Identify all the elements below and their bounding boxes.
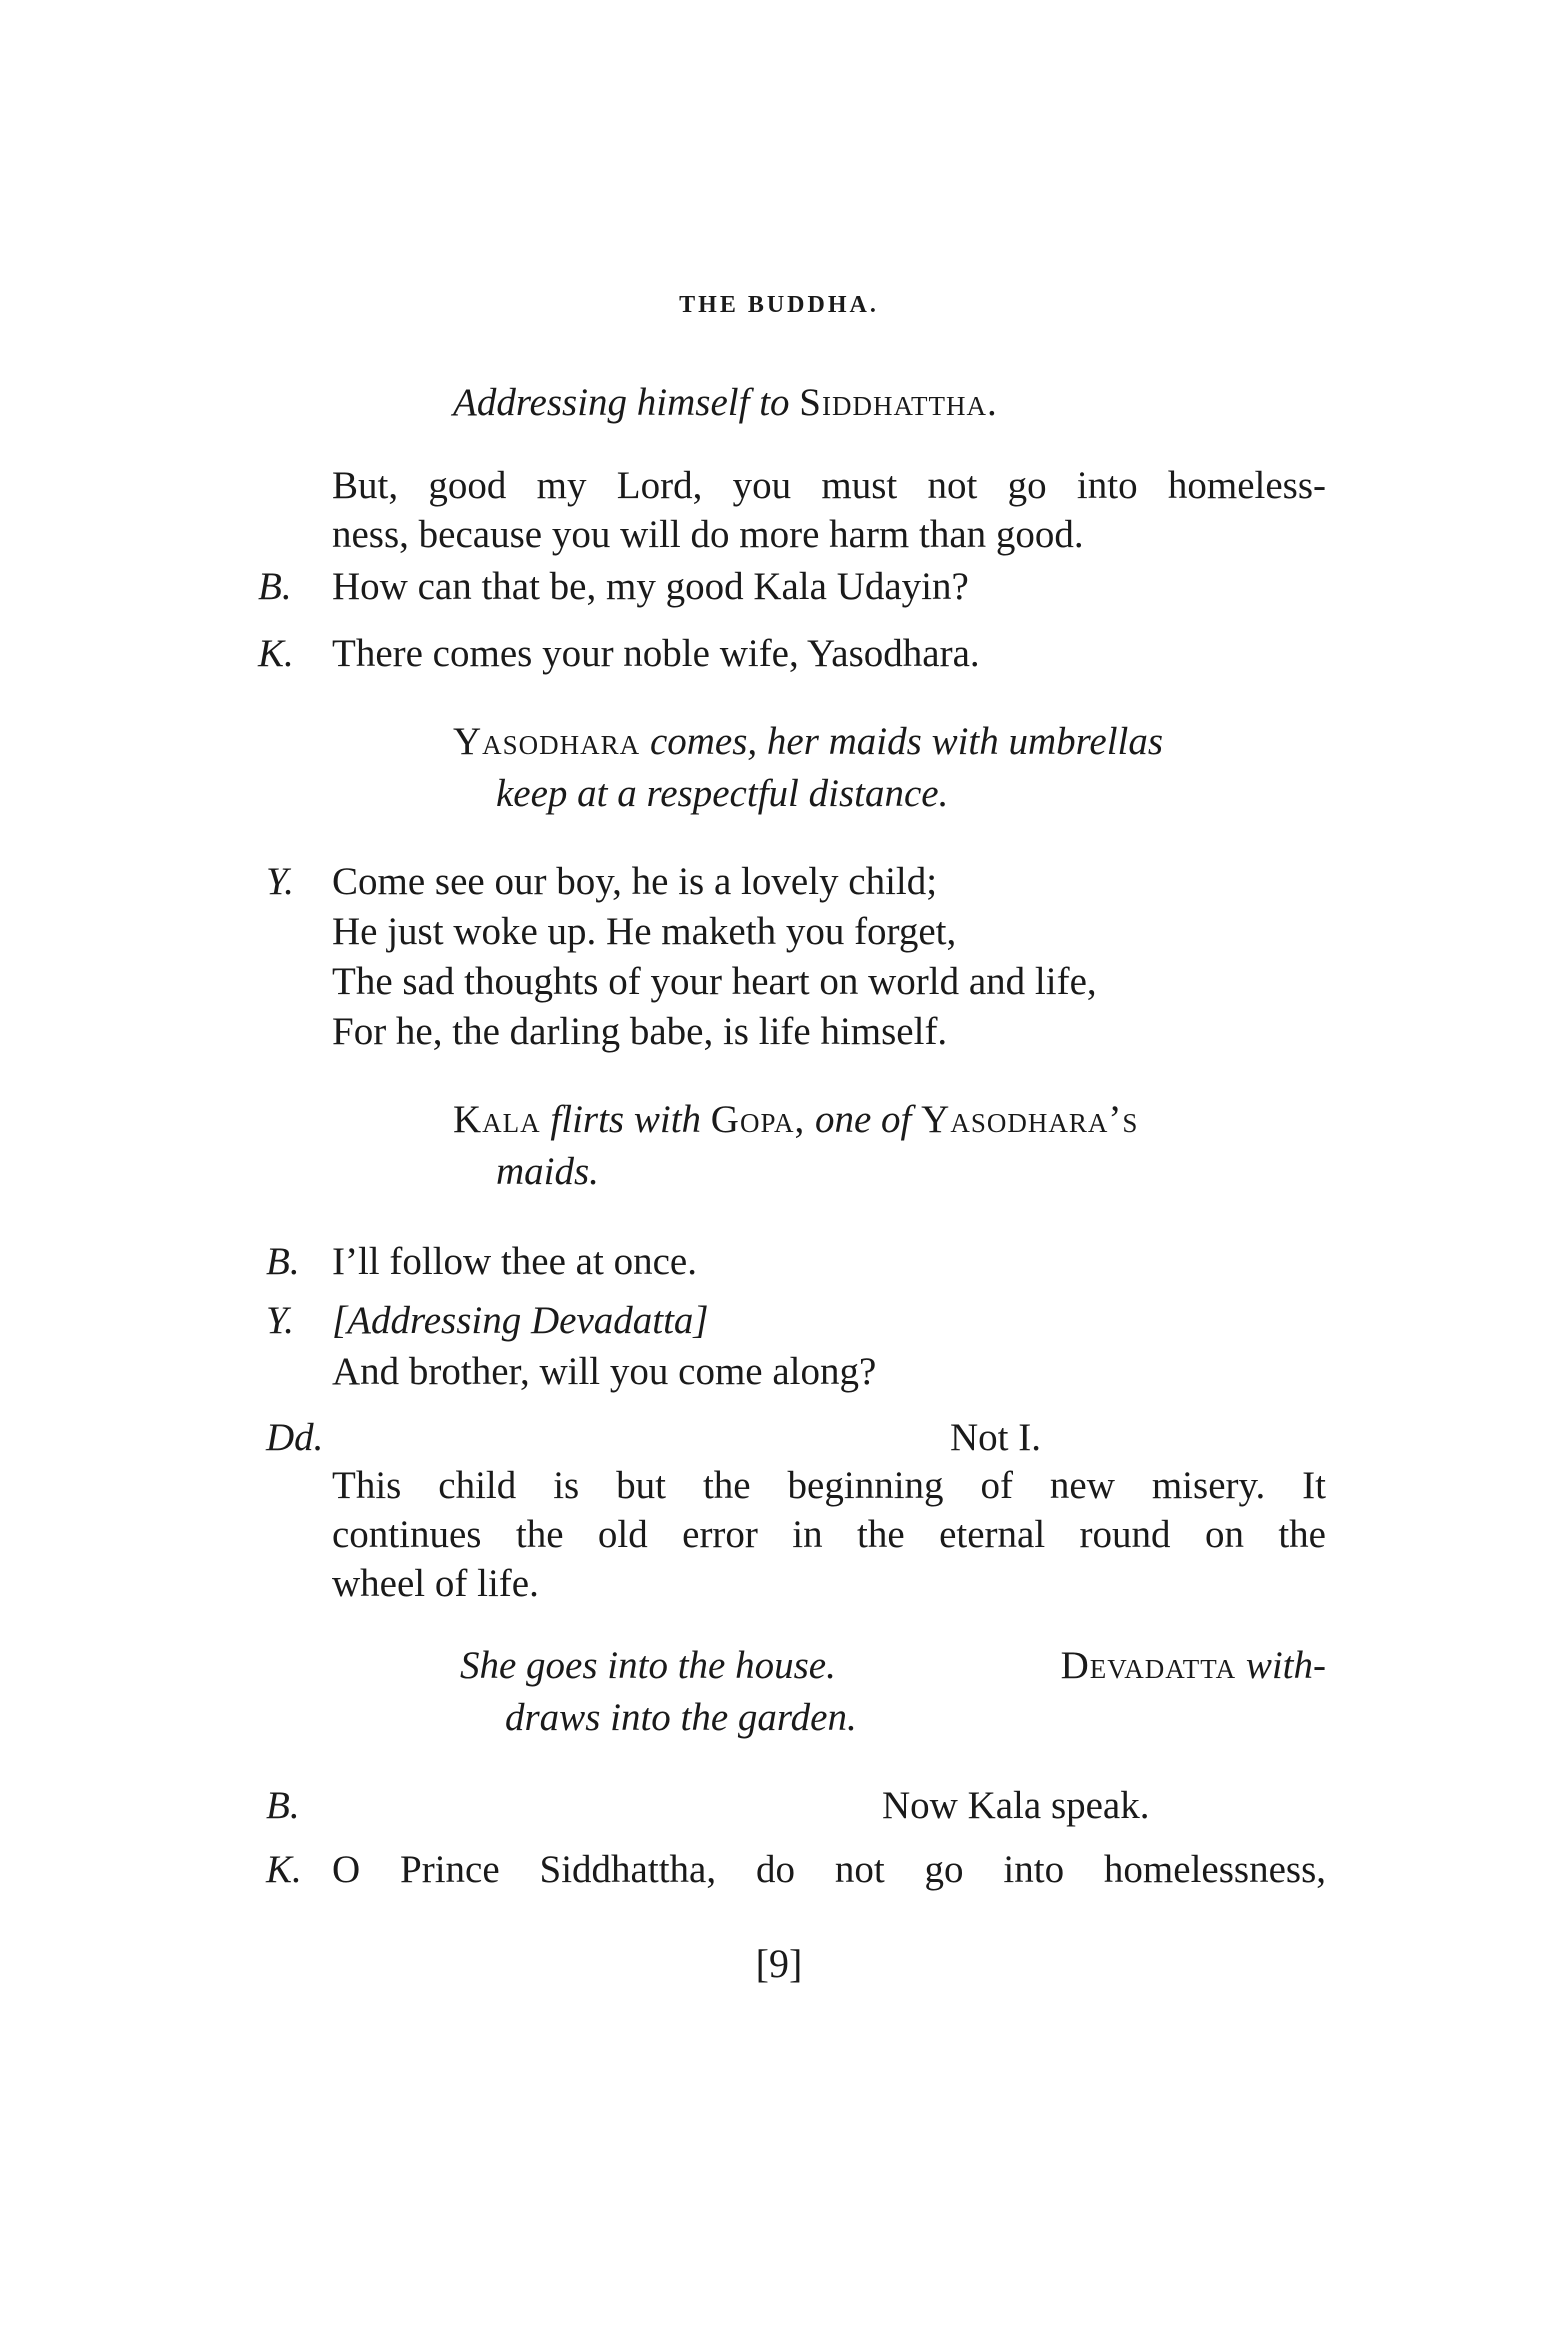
verse-line: For he, the darling babe, is life himself. — [332, 1010, 948, 1053]
speech-line: O Prince Siddhattha, do not go into homelessness, — [332, 1848, 1326, 1891]
stage-direction-text: keep at a respectful distance. — [496, 772, 949, 815]
speech-line: I’ll follow thee at once. — [332, 1240, 697, 1283]
speaker-label: B. — [266, 1240, 300, 1283]
speaker-label: B. — [258, 565, 292, 608]
speaker-label: K. — [258, 632, 294, 675]
speech-line: There comes your noble wife, Yasodhara. — [332, 632, 980, 675]
speech-line: Now Kala speak. — [882, 1784, 1150, 1827]
stage-direction-house — [460, 1646, 1326, 1685]
speaker-label: B. — [266, 1784, 300, 1827]
speech-line: How can that be, my good Kala Udayin? — [332, 565, 969, 608]
running-head: THE BUDDHA. — [679, 292, 879, 318]
stage-direction-inline: [Addressing Devadatta] — [332, 1299, 709, 1342]
stage-direction-text: draws into the garden. — [505, 1696, 857, 1739]
character-name: Yasodhara — [453, 720, 641, 763]
character-name: Yasodhara’s — [921, 1098, 1139, 1141]
stage-direction-text: Addressing himself to — [453, 381, 800, 424]
stage-direction-text: comes, her maids with umbrellas — [640, 720, 1164, 763]
stage-direction-text: with- — [1245, 1644, 1326, 1687]
stage-direction-text: flirts with — [540, 1098, 711, 1141]
verse-line: The sad thoughts of your heart on world and life, — [332, 960, 1097, 1003]
speech-line: ness, because you will do more harm than good. — [332, 513, 1084, 556]
speaker-label: Y. — [266, 860, 294, 903]
verse-line: He just woke up. He maketh you forget, — [332, 910, 957, 953]
speech-reply: Not I. — [950, 1416, 1041, 1459]
stage-direction-kala — [453, 1100, 1138, 1139]
speaker-label: Dd. — [266, 1416, 324, 1459]
verse-line: Come see our boy, he is a lovely child; — [332, 860, 938, 903]
stage-direction-text: one of — [805, 1098, 922, 1141]
character-name: Gopa, — [710, 1098, 806, 1141]
speech-line: But, good my Lord, you must not go into homeless- — [332, 464, 1326, 507]
page-number: [9] — [755, 1941, 803, 1986]
stage-direction-text: She goes into the house. — [460, 1644, 836, 1687]
speech-line: continues the old error in the eternal round on the — [332, 1513, 1326, 1556]
speaker-label: Y. — [266, 1299, 294, 1342]
character-name: Kala — [453, 1098, 541, 1141]
character-name: Siddhattha. — [799, 381, 998, 424]
stage-direction-yasodhara — [453, 722, 1163, 761]
character-name: Devadatta — [1060, 1644, 1237, 1687]
speech-line: This child is but the beginning of new misery. It — [332, 1464, 1326, 1507]
speaker-label: K. — [266, 1848, 302, 1891]
stage-direction-addressing — [453, 383, 998, 422]
stage-direction-text: maids. — [496, 1150, 599, 1193]
speech-line: wheel of life. — [332, 1562, 539, 1605]
speech-line: And brother, will you come along? — [332, 1350, 877, 1393]
